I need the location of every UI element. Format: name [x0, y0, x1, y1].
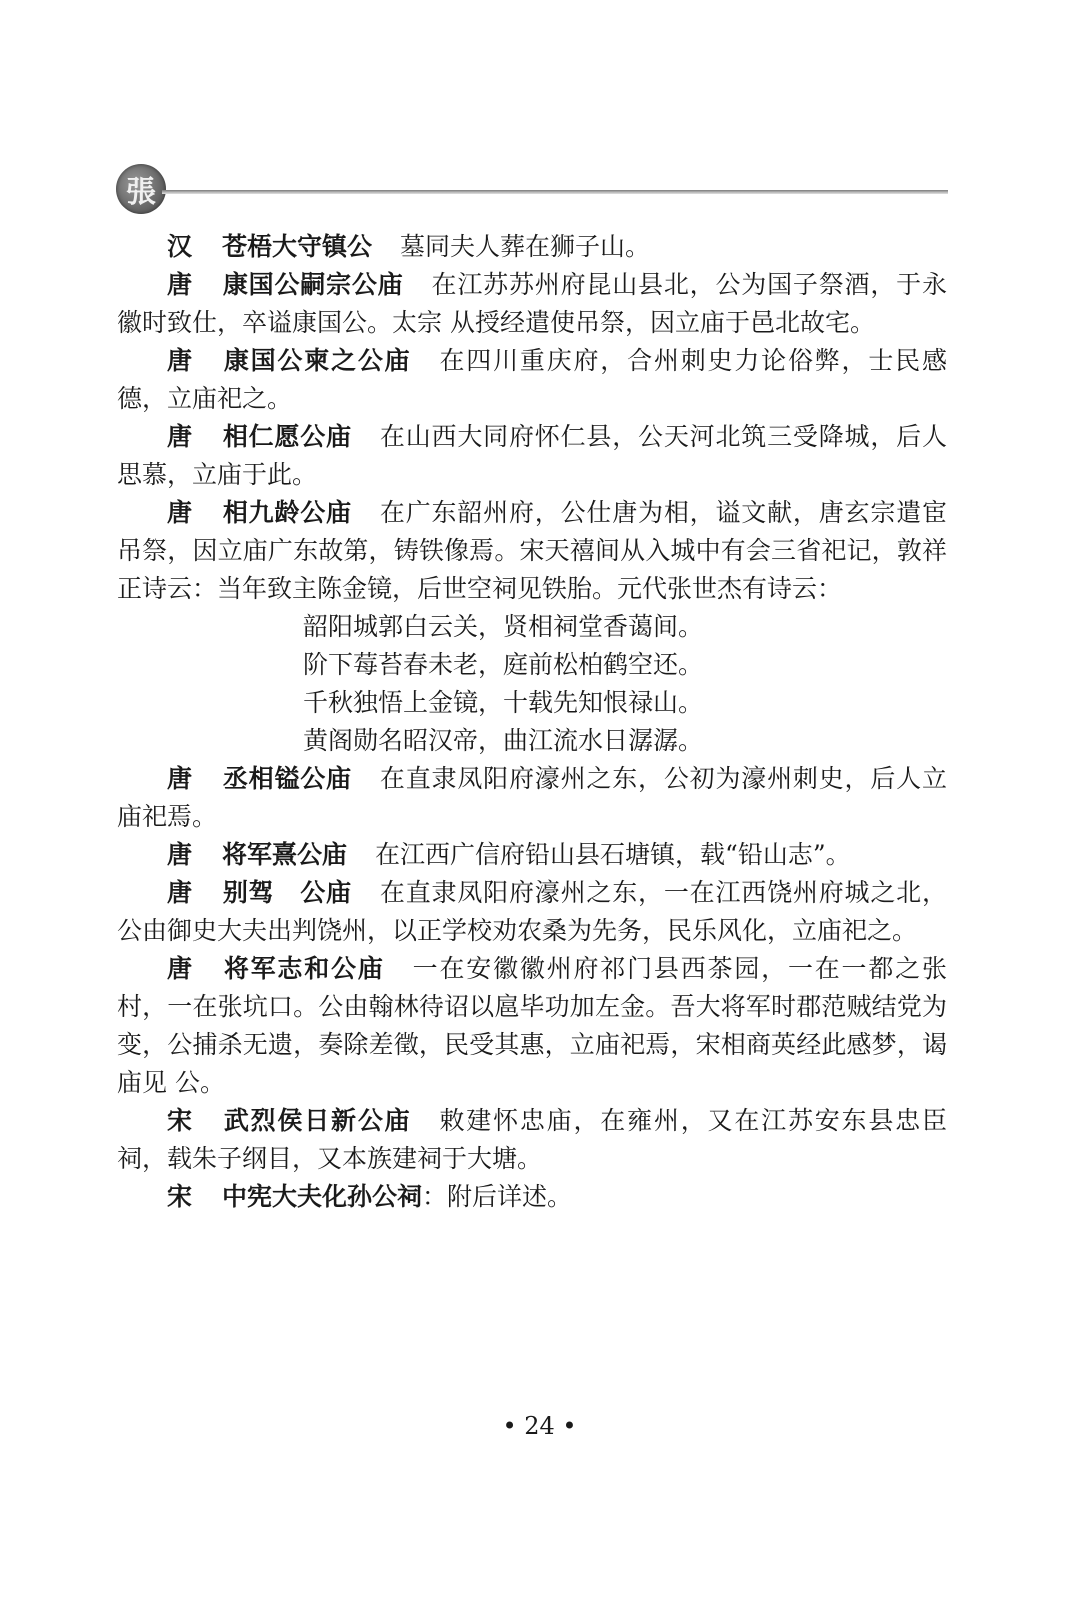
entry [117, 342, 947, 418]
entry-text: ：附后详述。 [422, 1182, 573, 1211]
entry-era: 宋 [167, 1106, 194, 1135]
entry-text: 在广东韶州府，公仕唐为相，谥文献，唐玄宗遣宦吊祭，因立庙广东故第，铸铁像焉。宋天禧间从入城中有会三省祀记，敦祥正诗云：当年致主陈金镜，后世空祠见铁胎。元代张世杰有诗云： [117, 498, 947, 603]
surname-emblem: 張 [116, 164, 166, 214]
entry-text: 在山西大同府怀仁县，公天河北筑三受降城，后人思慕，立庙于此。 [117, 422, 947, 489]
entry-era: 唐 [167, 498, 193, 527]
entry-title: 丞相镒公庙 [222, 764, 352, 793]
entry [117, 1178, 947, 1216]
entry-text: 在江苏苏州府昆山县北，公为国子祭酒，于永徽时致仕，卒谥康国公。太宗 从授经遣使吊祭，因立庙于邑北故宅。 [117, 270, 947, 337]
entry-era: 唐 [167, 954, 194, 983]
page-number: • 24 • [502, 1412, 577, 1440]
page-body [117, 228, 947, 1216]
entry-text: 在直隶凤阳府濠州之东，一在江西饶州府城之北，公由御史大夫出判饶州，以正学校劝农桑为先务，民乐风化，立庙祀之。 [117, 878, 947, 945]
poem-line: 韶阳城郭白云关，贤相祠堂香蔼间。 [303, 612, 704, 641]
entry [117, 760, 947, 836]
header-rule [162, 190, 948, 194]
entry-era: 唐 [167, 764, 193, 793]
entry [117, 228, 947, 266]
entry-text: 在四川重庆府，合州刺史力论俗弊，士民感德，立庙祀之。 [117, 346, 947, 413]
entry-era: 宋 [167, 1182, 193, 1211]
entry-text: 墓同夫人葬在狮子山。 [400, 232, 651, 261]
entry-title: 中宪大夫化孙公祠 [222, 1182, 423, 1211]
entry-title: 将军熹公庙 [222, 840, 348, 869]
entry-title: 将军志和公庙 [223, 954, 385, 983]
entry-title: 相仁愿公庙 [222, 422, 352, 451]
entry [117, 418, 947, 494]
entry [117, 1102, 947, 1178]
entry [117, 874, 947, 950]
entry [117, 494, 947, 608]
entry-title: 武烈侯日新公庙 [223, 1106, 412, 1135]
entry-era: 唐 [167, 346, 194, 375]
entry [117, 950, 947, 1102]
entry-era: 唐 [167, 878, 193, 907]
entry-text: 敕建怀忠庙，在雍州，又在江苏安东县忠臣祠，载朱子纲目，又本族建祠于大塘。 [117, 1106, 947, 1173]
entry-era: 唐 [167, 840, 193, 869]
entry [117, 266, 947, 342]
entry-title: 相九龄公庙 [222, 498, 352, 527]
poem-line: 千秋独悟上金镜，十载先知恨禄山。 [303, 688, 704, 717]
entry-era: 唐 [167, 422, 193, 451]
entry-era: 唐 [167, 270, 193, 299]
entry-text: 一在安徽徽州府祁门县西茶园，一在一都之张村，一在张坑口。公由翰林待诏以扈毕功加左金。吾大将军时郡范贼结党为变，公捕杀无遗，奏除差徵，民受其惠，立庙祀焉，宋相商英经此感梦，谒庙见 公。 [117, 954, 947, 1097]
entry [117, 836, 947, 874]
poem-line: 阶下莓苔春未老，庭前松柏鹤空还。 [303, 650, 704, 679]
poem-line: 黄阁勋名昭汉帝，曲江流水日潺潺。 [303, 726, 704, 755]
entry-title: 康国公柬之公庙 [223, 346, 412, 375]
poem [117, 608, 947, 760]
entry-text: 在江西广信府铅山县石塘镇，载“铅山志”。 [375, 840, 851, 869]
entry-title: 苍梧大守镇公 [222, 232, 373, 261]
entry-era: 汉 [167, 232, 193, 261]
entry-text: 在直隶凤阳府濠州之东，公初为濠州刺史，后人立庙祀焉。 [117, 764, 947, 831]
entry-title: 别驾 公庙 [222, 878, 352, 907]
entry-title: 康国公嗣宗公庙 [222, 270, 404, 299]
